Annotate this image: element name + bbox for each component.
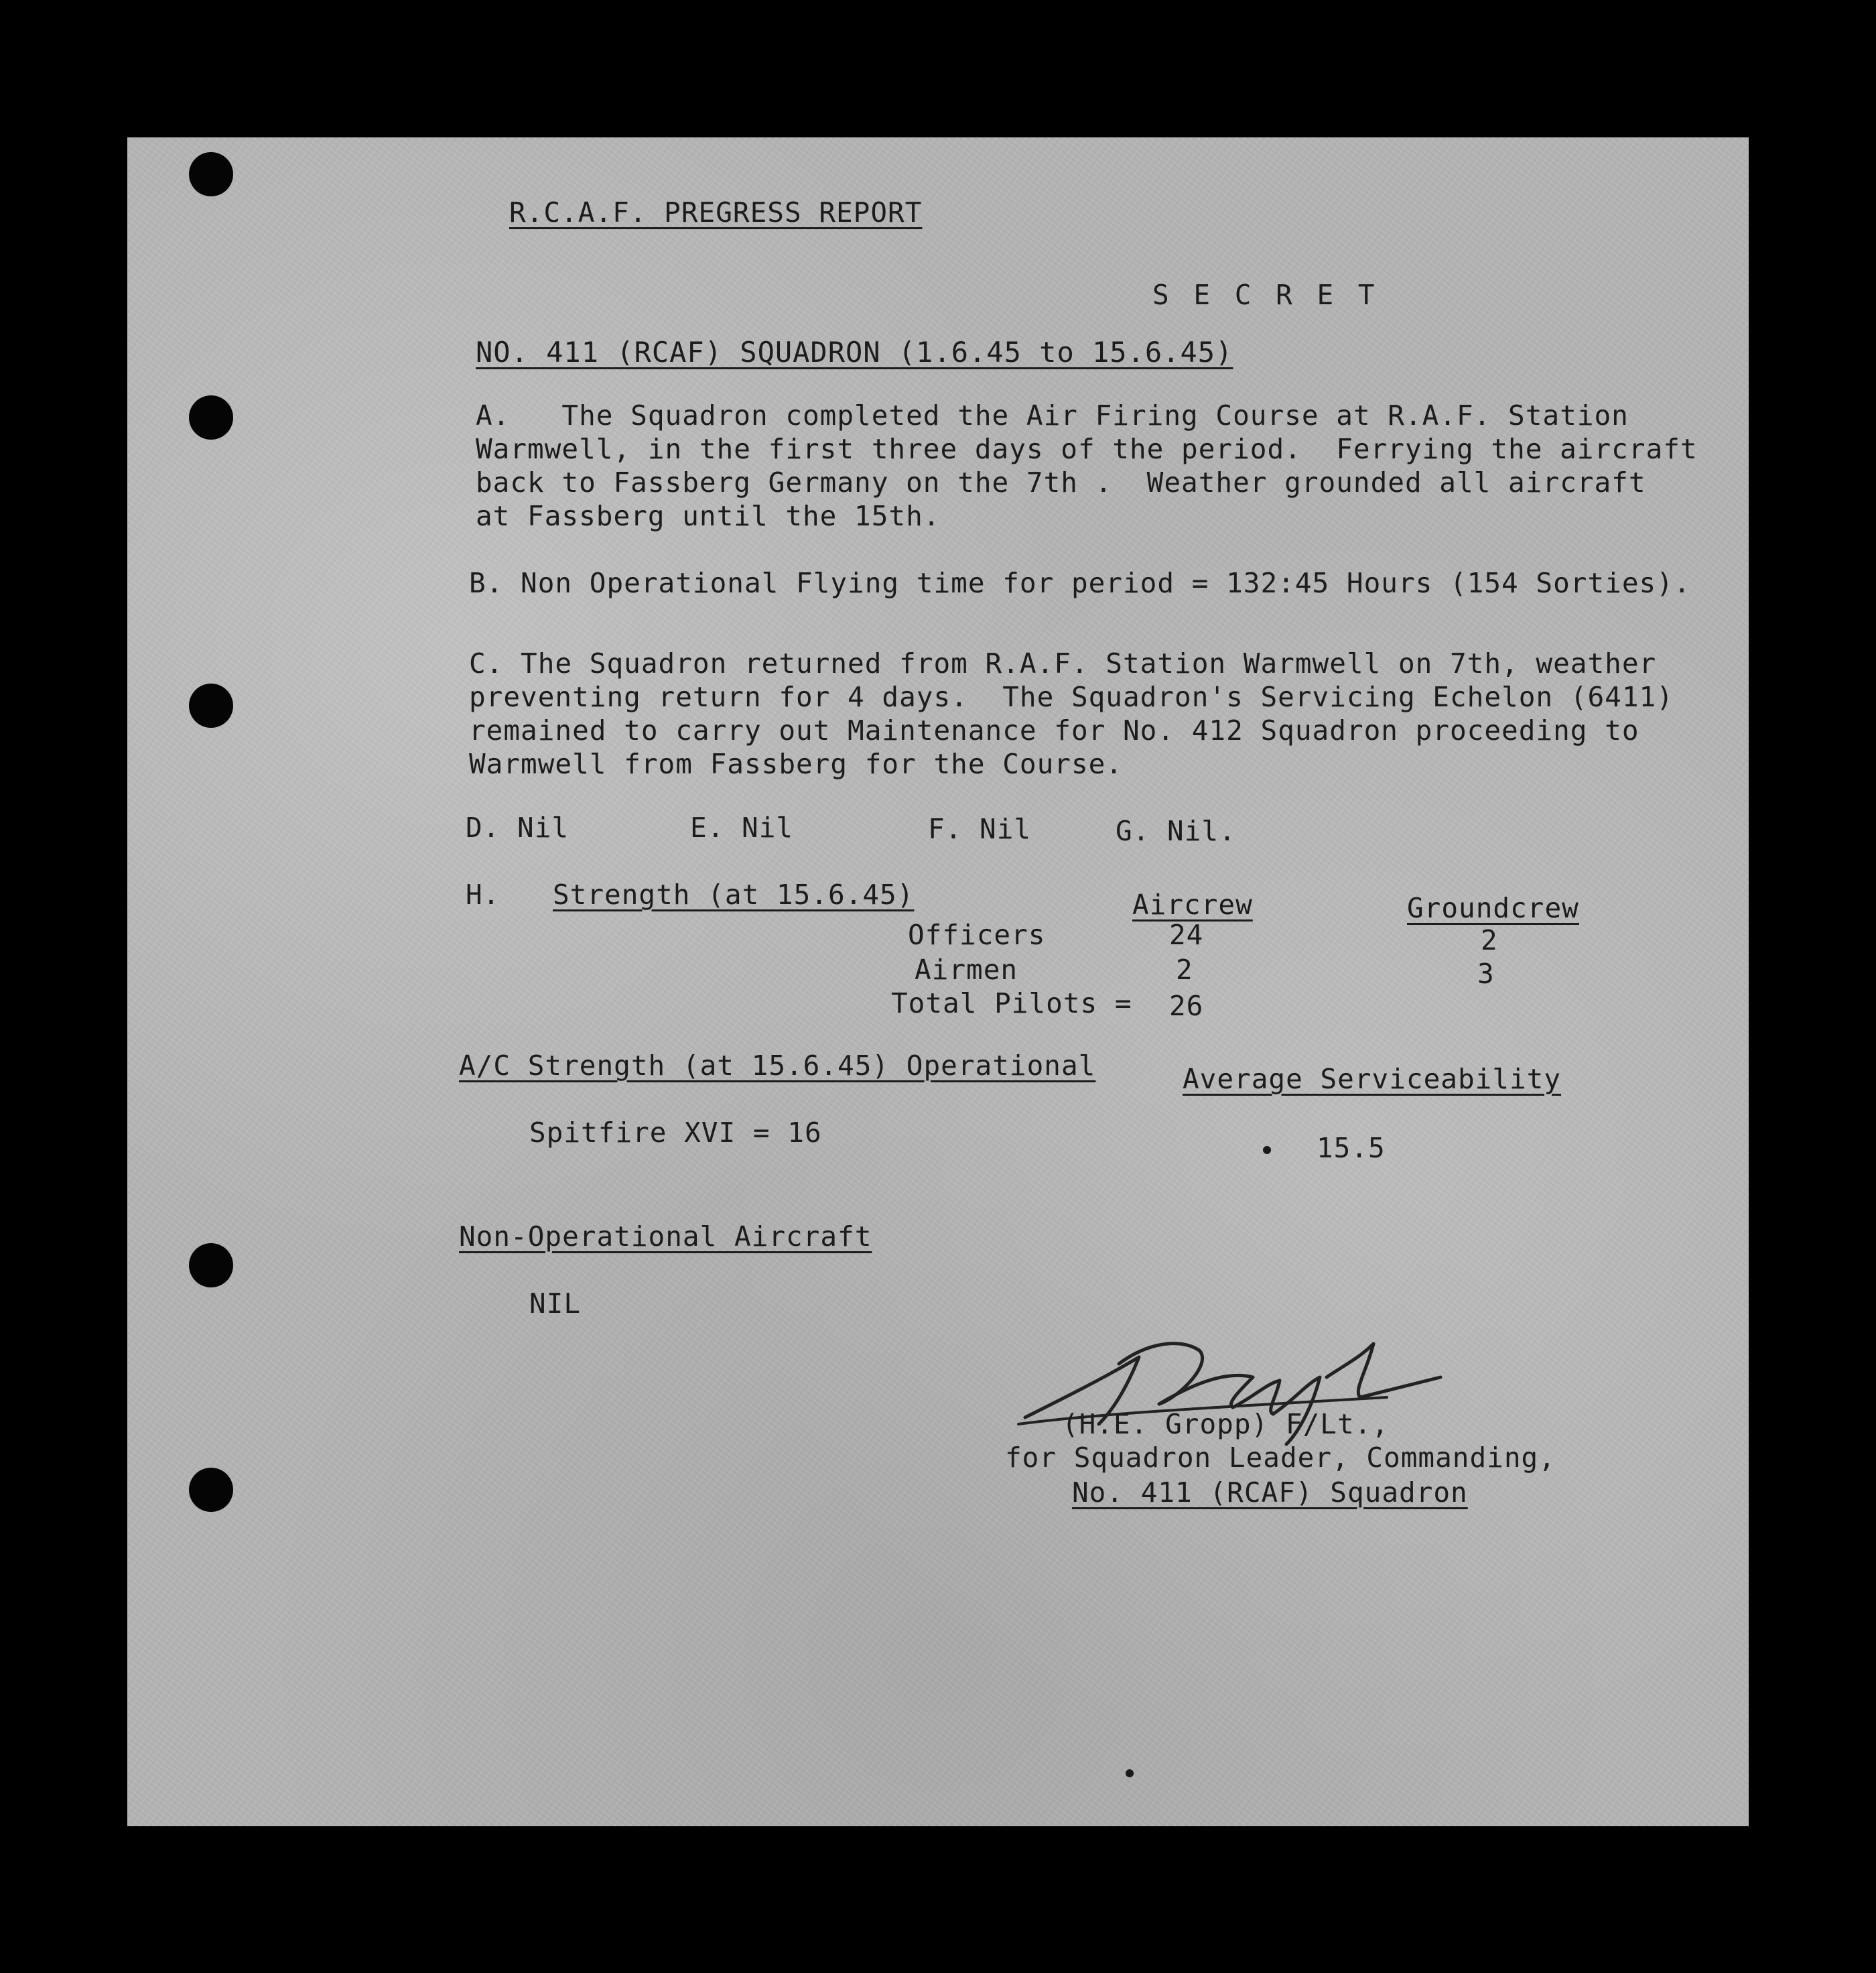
punch-hole-2 (189, 395, 233, 440)
signatory-unit: No. 411 (RCAF) Squadron (1072, 1476, 1468, 1509)
report-page (127, 137, 1749, 1826)
section-c-line: preventing return for 4 days. The Squadron's Servicing Echelon (6411) (469, 681, 1674, 713)
groundcrew-column-header: Groundcrew (1407, 892, 1579, 924)
signatory-role: for Squadron Leader, Commanding, (1005, 1442, 1556, 1474)
ink-speck (1126, 1769, 1134, 1777)
punch-hole-4 (189, 1243, 233, 1287)
item-f: F. Nil (928, 813, 1032, 845)
airmen-aircrew-value: 2 (1176, 954, 1193, 986)
punch-hole-1 (189, 152, 233, 196)
item-e: E. Nil (690, 812, 794, 844)
airmen-row-label: Airmen (915, 954, 1018, 986)
total-pilots-value: 26 (1169, 990, 1204, 1022)
unit-heading: NO. 411 (RCAF) SQUADRON (1.6.45 to 15.6.45) (476, 336, 1233, 369)
officers-groundcrew-value: 2 (1481, 924, 1498, 956)
officers-aircrew-value: 24 (1169, 919, 1204, 951)
non-operational-value: NIL (529, 1287, 582, 1320)
section-a-line: Warmwell, in the first three days of the period. Ferrying the aircraft (476, 433, 1698, 465)
classification-mark: S E C R E T (1152, 279, 1379, 311)
airmen-groundcrew-value: 3 (1477, 958, 1495, 990)
ac-strength-heading: A/C Strength (at 15.6.45) Operational (459, 1049, 1096, 1082)
section-c-line: Warmwell from Fassberg for the Course. (469, 748, 1123, 780)
officers-row-label: Officers (908, 919, 1046, 951)
serviceability-heading: Average Serviceability (1183, 1063, 1562, 1095)
non-operational-heading: Non-Operational Aircraft (459, 1220, 872, 1253)
section-a-line: A. The Squadron completed the Air Firing Course at R.A.F. Station (476, 399, 1629, 432)
item-g: G. Nil. (1116, 815, 1236, 847)
report-title: R.C.A.F. PREGRESS REPORT (509, 196, 923, 229)
serviceability-value: 15.5 (1317, 1132, 1386, 1164)
strength-label: H. (466, 879, 500, 911)
section-c-line: C. The Squadron returned from R.A.F. Station Warmwell on 7th, weather (469, 647, 1657, 680)
section-a-line: at Fassberg until the 15th. (476, 500, 941, 532)
signatory-name: (H.E. Gropp) F/Lt., (1062, 1408, 1389, 1440)
aircrew-column-header: Aircrew (1132, 889, 1253, 921)
punch-hole-3 (189, 684, 233, 728)
total-pilots-label: Total Pilots = (891, 987, 1132, 1019)
item-d: D. Nil (466, 812, 570, 844)
section-b-line: B. Non Operational Flying time for period = 132:45 Hours (154 Sorties). (469, 567, 1691, 599)
ink-dot (1263, 1146, 1271, 1154)
section-a-line: back to Fassberg Germany on the 7th . Weather grounded all aircraft (476, 466, 1646, 499)
spitfire-count: Spitfire XVI = 16 (529, 1117, 822, 1149)
punch-hole-5 (189, 1468, 233, 1512)
strength-heading: Strength (at 15.6.45) (553, 879, 915, 911)
section-c-line: remained to carry out Maintenance for No. 412 Squadron proceeding to (469, 714, 1639, 747)
